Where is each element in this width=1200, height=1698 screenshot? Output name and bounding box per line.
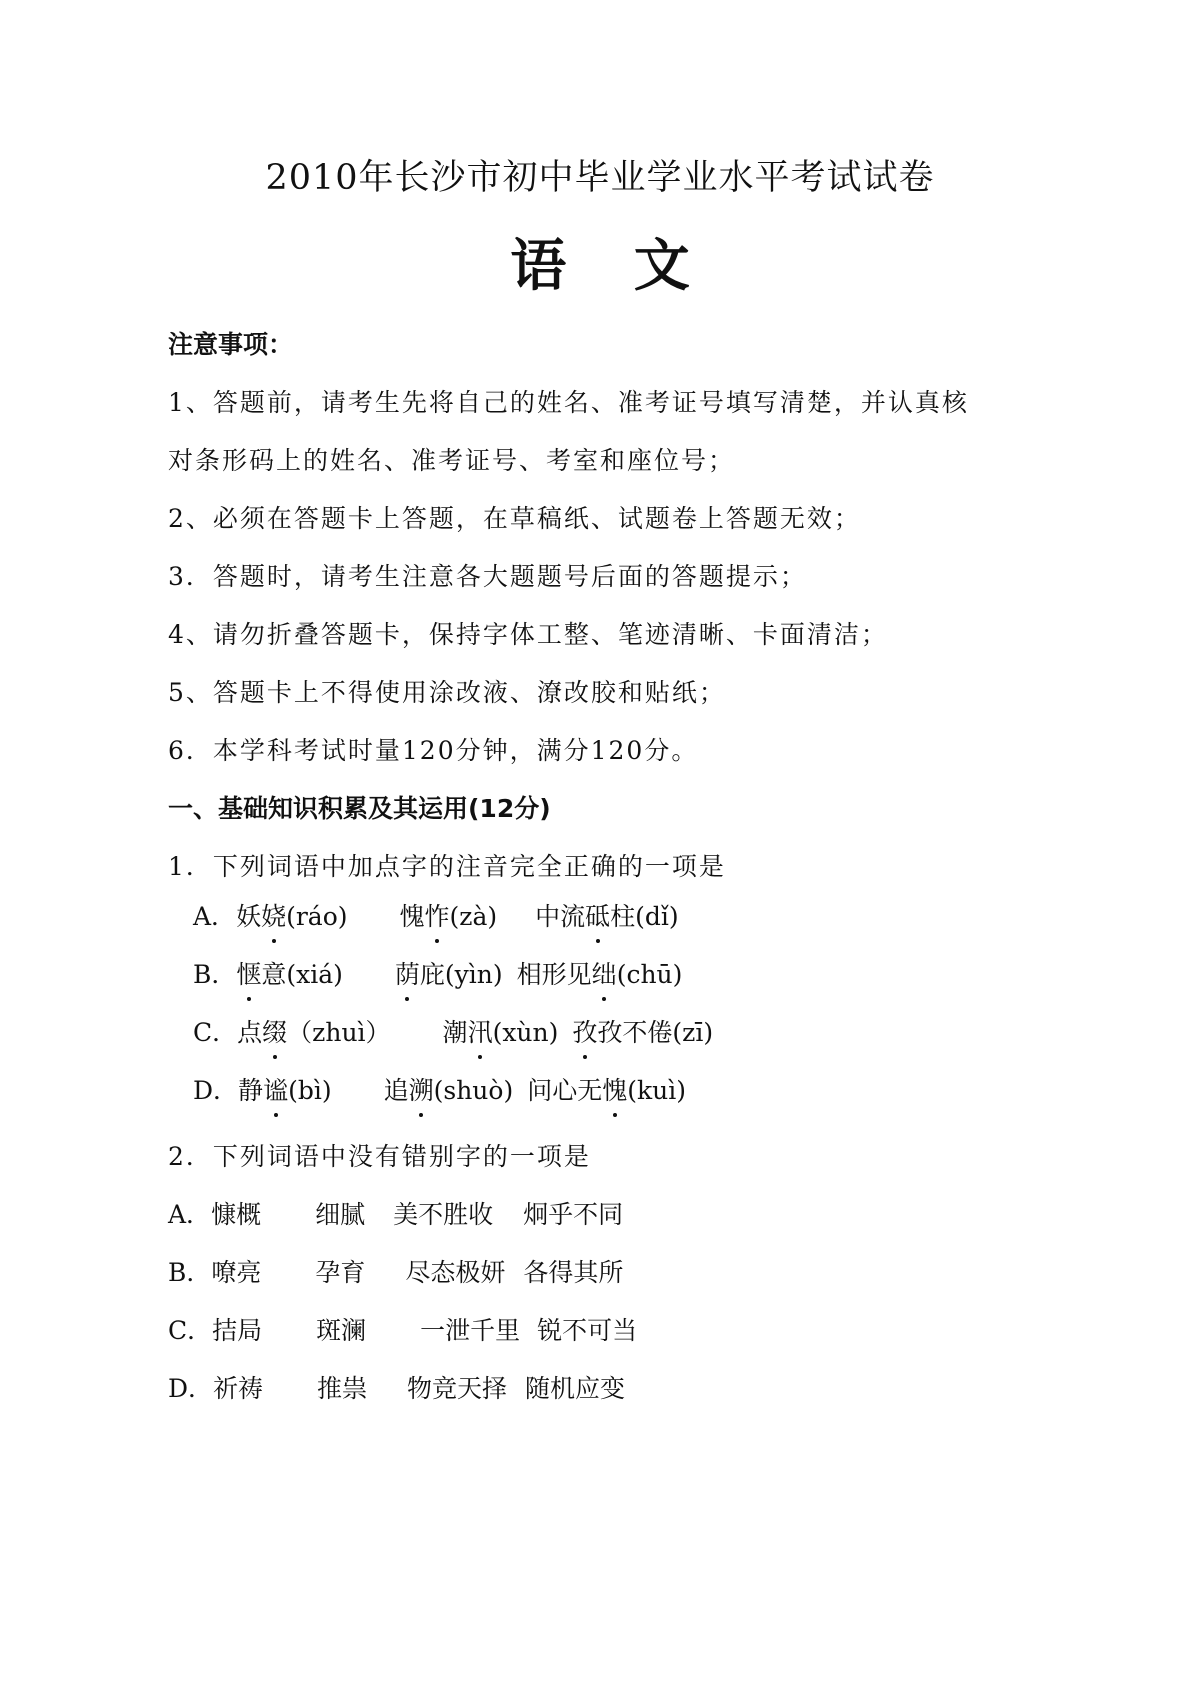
word-part: (xùn) [492, 1018, 559, 1047]
word-part: 中流 [535, 902, 586, 931]
subject-title: 语 文 [510, 234, 690, 299]
dotted-char: 孜 [572, 1013, 597, 1049]
dotted-char: 荫 [395, 955, 420, 991]
dotted-char: 绌 [592, 955, 617, 991]
dotted-char: 愧 [602, 1071, 627, 1107]
word-part: (bì) [288, 1076, 332, 1105]
dotted-char: 谧 [263, 1071, 288, 1107]
q1-option-b [193, 955, 682, 991]
word-part: 静 [238, 1076, 264, 1105]
option-word: 推祟 [317, 1374, 368, 1403]
option-word: 祈祷 [213, 1374, 264, 1403]
q2-option-d [168, 1369, 625, 1405]
option-label: A． [193, 902, 237, 931]
option-word: 随机应变 [525, 1374, 626, 1403]
option-word: 慷概 [211, 1200, 262, 1229]
notice-line: 2、必须在答题卡上答题，在草稿纸、试题卷上答题无效； [168, 504, 861, 533]
option-word: 美不胜收 [393, 1200, 494, 1229]
q1-option-a [193, 897, 679, 933]
word-part: 潮 [442, 1018, 468, 1047]
word-part: (kuì) [627, 1076, 687, 1105]
section-heading: 一、基础知识积累及其运用(12分) [168, 794, 551, 823]
dotted-char: 娆 [261, 897, 286, 933]
option-label: A． [168, 1200, 212, 1229]
dotted-char: 溯 [409, 1071, 434, 1107]
word-part: 柱(dǐ) [610, 902, 679, 931]
question-2-stem: 2．下列词语中没有错别字的一项是 [168, 1142, 591, 1171]
option-word: 孕育 [315, 1258, 366, 1287]
option-word: 细腻 [315, 1200, 366, 1229]
word-part: (shuò) [433, 1076, 514, 1105]
notice-heading: 注意事项： [168, 330, 294, 359]
option-word: 斑澜 [316, 1316, 367, 1345]
q2-option-b [168, 1253, 623, 1289]
question-1-stem: 1．下列词语中加点字的注音完全正确的一项是 [168, 852, 726, 881]
q2-option-a [168, 1195, 623, 1231]
option-word: 物竞天择 [407, 1374, 508, 1403]
option-label: D． [168, 1374, 214, 1403]
q1-option-d [193, 1071, 686, 1107]
word-part: 意(xiá) [261, 960, 343, 989]
dotted-char: 怍 [425, 897, 450, 933]
word-part: 愧 [399, 902, 425, 931]
option-label: D． [193, 1076, 239, 1105]
word-part: (chū) [616, 960, 683, 989]
option-word: 拮局 [212, 1316, 263, 1345]
word-part: 妖 [236, 902, 262, 931]
notice-line: 4、请勿折叠答题卡，保持字体工整、笔迹清晰、卡面清洁； [168, 620, 888, 649]
dotted-char: 砥 [585, 897, 610, 933]
option-word: 锐不可当 [537, 1316, 638, 1345]
word-part: 点 [237, 1018, 263, 1047]
notice-line: 3．答题时，请考生注意各大题题号后面的答题提示； [168, 562, 807, 591]
option-word: 炯乎不同 [523, 1200, 624, 1229]
word-part: (zà) [449, 902, 498, 931]
word-part: (ráo) [286, 902, 348, 931]
exam-title: 2010年长沙市初中毕业学业水平考试试卷 [265, 158, 935, 198]
option-word: 各得其所 [523, 1258, 624, 1287]
notice-line: 1、答题前，请考生先将自己的姓名、准考证号填写清楚，并认真核 [168, 388, 969, 417]
q1-option-c [193, 1013, 713, 1049]
word-part: 追 [383, 1076, 409, 1105]
word-part: 相形见 [516, 960, 592, 989]
option-word: 一泄千里 [420, 1316, 521, 1345]
word-part: （zhuì） [287, 1018, 391, 1047]
notice-line: 对条形码上的姓名、准考证号、考室和座位号； [168, 446, 736, 475]
option-label: B． [168, 1258, 212, 1287]
dotted-char: 惬 [236, 955, 261, 991]
word-part: 问心无 [527, 1076, 603, 1105]
option-label: B． [193, 960, 237, 989]
notice-line: 6．本学科考试时量120分钟，满分120分。 [168, 736, 699, 765]
notice-line: 5、答题卡上不得使用涂改液、潦改胶和贴纸； [168, 678, 726, 707]
dotted-char: 缀 [262, 1013, 287, 1049]
q2-option-c [168, 1311, 637, 1347]
word-part: 孜不倦(zī) [597, 1018, 714, 1047]
word-part: 庇(yìn) [419, 960, 503, 989]
option-label: C． [193, 1018, 238, 1047]
option-label: C． [168, 1316, 213, 1345]
option-word: 尽态极妍 [405, 1258, 506, 1287]
dotted-char: 汛 [468, 1013, 493, 1049]
option-word: 嘹亮 [211, 1258, 262, 1287]
